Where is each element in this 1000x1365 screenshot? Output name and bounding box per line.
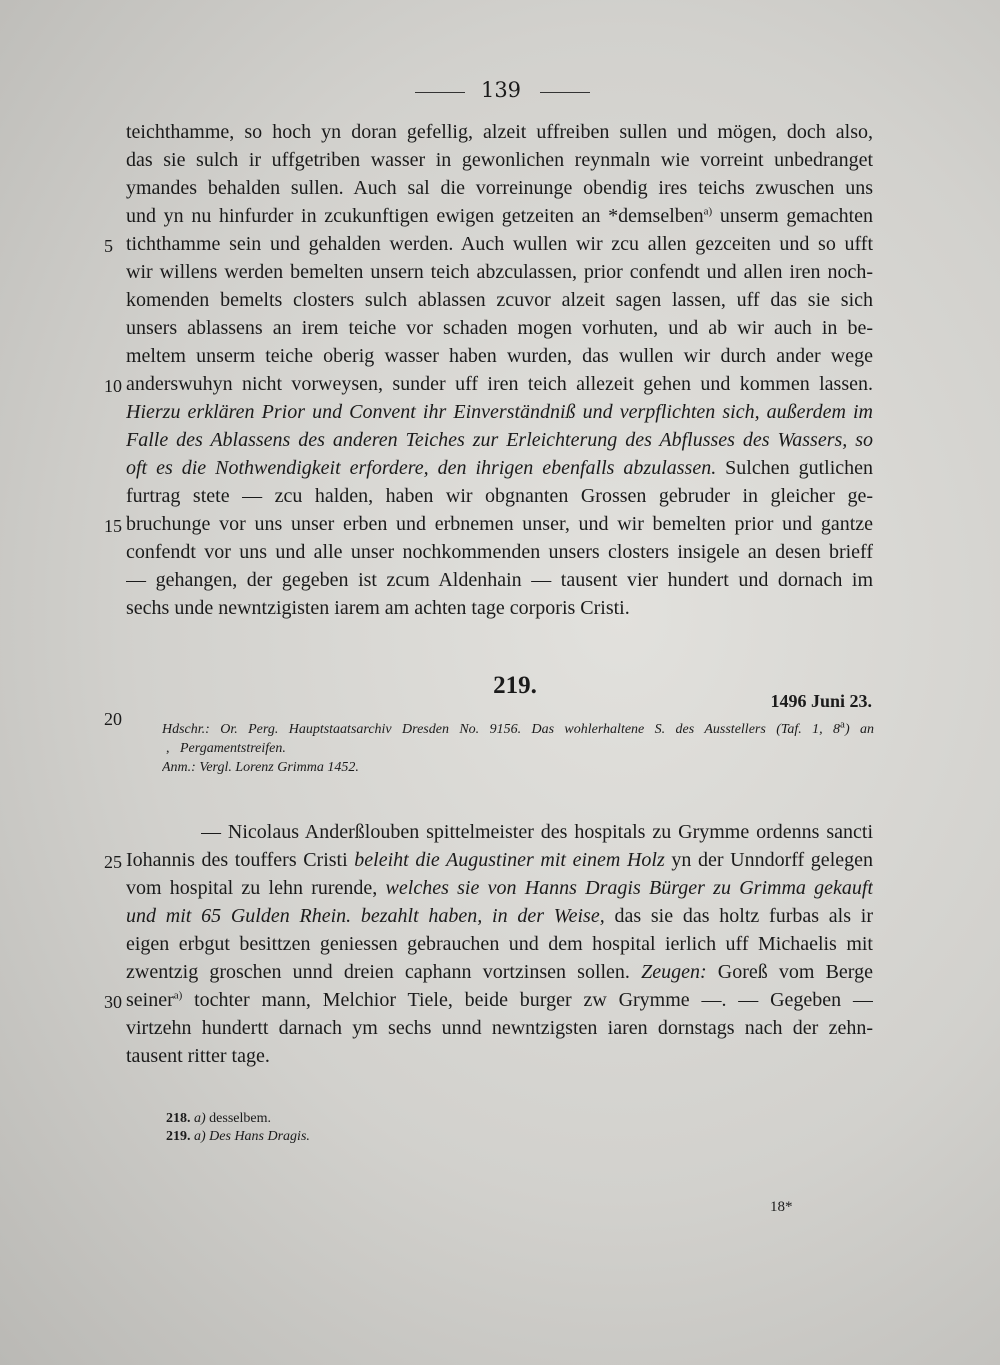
text-line: — Nicolaus Anderßlouben spittelmeister des hospitals zu Grymme ordenns sancti	[201, 821, 873, 843]
annotation-superscript: a	[840, 720, 845, 731]
header-rule-left	[415, 92, 465, 93]
text-line: virtzehn hundertt darnach ym sechs unnd newntzigsten iaren dornstags nach der zehn-	[126, 1017, 873, 1039]
annotation-segment: ) an	[844, 722, 874, 737]
footnote	[166, 1110, 271, 1128]
text-line	[126, 902, 873, 930]
text-line: — gehangen, der gegeben ist zcum Aldenhain — tausent vier hundert und dornach im	[126, 569, 873, 591]
text-segment: Iohannis des touffers Cristi	[126, 849, 355, 871]
annotation-segment: Hdschr.: Or. Perg. Hauptstaatsarchiv Dresden No. 9156. Das wohlerhaltene S. des Ausstellers (Taf. 1, 8	[162, 722, 841, 737]
line-number: 30	[104, 992, 122, 1012]
footnote-text: desselbem.	[209, 1111, 271, 1126]
text-line: furtrag stete — zcu halden, haben wir obgnanten Grossen gebruder in gleicher ge-	[126, 485, 873, 507]
footnote-text: Des Hans Dragis.	[209, 1129, 310, 1144]
text-line: tausent ritter tage.	[126, 1045, 270, 1067]
text-segment: unserm gemachten	[712, 205, 873, 227]
text-line	[126, 846, 873, 874]
italic-segment: beleiht die Augustiner mit einem Holz	[354, 849, 665, 871]
footnote-marker: a)	[703, 205, 713, 218]
line-number: 10	[104, 376, 122, 396]
document-date: 1496 Juni 23.	[770, 691, 872, 711]
line-number: 20	[104, 709, 122, 729]
text-segment: yn der Unndorff gelegen	[664, 849, 873, 871]
footnote	[166, 1128, 310, 1146]
text-line: bruchunge vor uns unser erben und erbnemen unser, und wir bemelten prior und gantze	[126, 513, 873, 535]
annotation-line	[162, 720, 874, 739]
text-line	[126, 986, 873, 1014]
sheet-signature: 18*	[770, 1199, 793, 1215]
italic-text-line	[126, 398, 873, 426]
italic-segment: Falle des Ablassens des anderen Teiches zur Erleichterung des Abflusses des Wassers, so	[126, 429, 873, 451]
text-line: anderswuhyn nicht vorweysen, sunder uff iren teich allezeit gehen und kommen lassen.	[126, 373, 873, 395]
footnote-mark: a)	[194, 1111, 206, 1126]
text-line: sechs unde newntzigisten iarem am achten tage corporis Cristi.	[126, 597, 630, 619]
text-line: meltem unserm teiche oberig wasser haben wurden, das wullen wir durch ander wege	[126, 345, 873, 367]
italic-segment: oft es die Nothwendigkeit erfordere, den ihrigen ebenfalls abzulassen.	[126, 457, 717, 479]
text-line: confendt vor uns und alle unser nochkommenden unsers closters insigele an desen brieff	[126, 541, 873, 563]
text-segment: Goreß vom Berge	[706, 961, 873, 983]
text-segment: vom hospital zu lehn rurende,	[126, 877, 386, 899]
text-segment: tochter mann, Melchior Tiele, beide burger zw Grymme —. — Gegeben —	[182, 989, 873, 1011]
text-line	[126, 454, 873, 482]
text-segment: zwentzig groschen unnd dreien caphann vortzinsen sollen.	[126, 961, 642, 983]
line-number: 25	[104, 852, 122, 872]
text-line	[126, 874, 873, 902]
annotation-line: Pergamentstreifen.	[180, 741, 286, 756]
text-segment: das sie das holtz furbas als ir	[604, 905, 873, 927]
text-line: ymandes behalden sullen. Auch sal die vorreinunge obendig ires teichs zwuschen uns	[126, 177, 873, 199]
text-segment: Sulchen gutlichen	[716, 457, 873, 479]
page-number: 139	[480, 78, 522, 102]
header-rule-right	[540, 92, 590, 93]
document-number: 219.	[493, 672, 537, 699]
text-segment: seiner	[126, 989, 174, 1011]
text-line: wir willens werden bemelten unsern teich abzculassen, prior confendt und allen iren noch-	[126, 261, 873, 283]
italic-text-line	[126, 426, 873, 454]
footnote-ref: 218.	[166, 1111, 191, 1126]
italic-segment: welches sie von Hanns Dragis Bürger zu Grimma gekauft	[385, 877, 873, 899]
line-number: 15	[104, 516, 122, 536]
footnote-marker: a)	[173, 989, 183, 1002]
text-line: unsers ablassens an irem teiche vor schaden mogen vorhuten, und ab wir auch in be-	[126, 317, 873, 339]
annotation-line: Anm.: Vergl. Lorenz Grimma 1452.	[162, 760, 359, 775]
text-line: das sie sulch ir uffgetriben wasser in gewonlichen reynmaln wie vorreint unbedranget	[126, 149, 873, 171]
text-line	[126, 958, 873, 986]
italic-segment: und mit 65 Gulden Rhein. bezahlt haben, in der Weise,	[126, 905, 605, 927]
footnote-mark: a)	[194, 1129, 206, 1144]
line-number: 5	[104, 236, 113, 256]
text-line: eigen erbgut besittzen geniessen gebrauchen und dem hospital ierlich uff Michaelis mit	[126, 933, 873, 955]
page-header	[0, 78, 1000, 108]
text-line: komenden bemelts closters sulch ablassen zcuvor alzeit sagen lassen, uff das sie sich	[126, 289, 873, 311]
italic-segment: Hierzu erklären Prior und Convent ihr Einverständniß und verpflichten sich, außerdem im	[126, 401, 873, 423]
text-segment: und yn nu hinfurder in zcukunftigen ewigen getzeiten an *demselben	[126, 205, 704, 227]
italic-segment: Zeugen:	[641, 961, 707, 983]
footnote-ref: 219.	[166, 1129, 191, 1144]
text-line: tichthamme sein und gehalden werden. Auch wullen wir zcu allen gezceiten und so ufft	[126, 233, 873, 255]
text-line	[126, 202, 873, 230]
text-line: teichthamme, so hoch yn doran gefellig, alzeit uffreiben sullen und mögen, doch also,	[126, 121, 873, 143]
annotation-mark: ,	[166, 741, 170, 756]
